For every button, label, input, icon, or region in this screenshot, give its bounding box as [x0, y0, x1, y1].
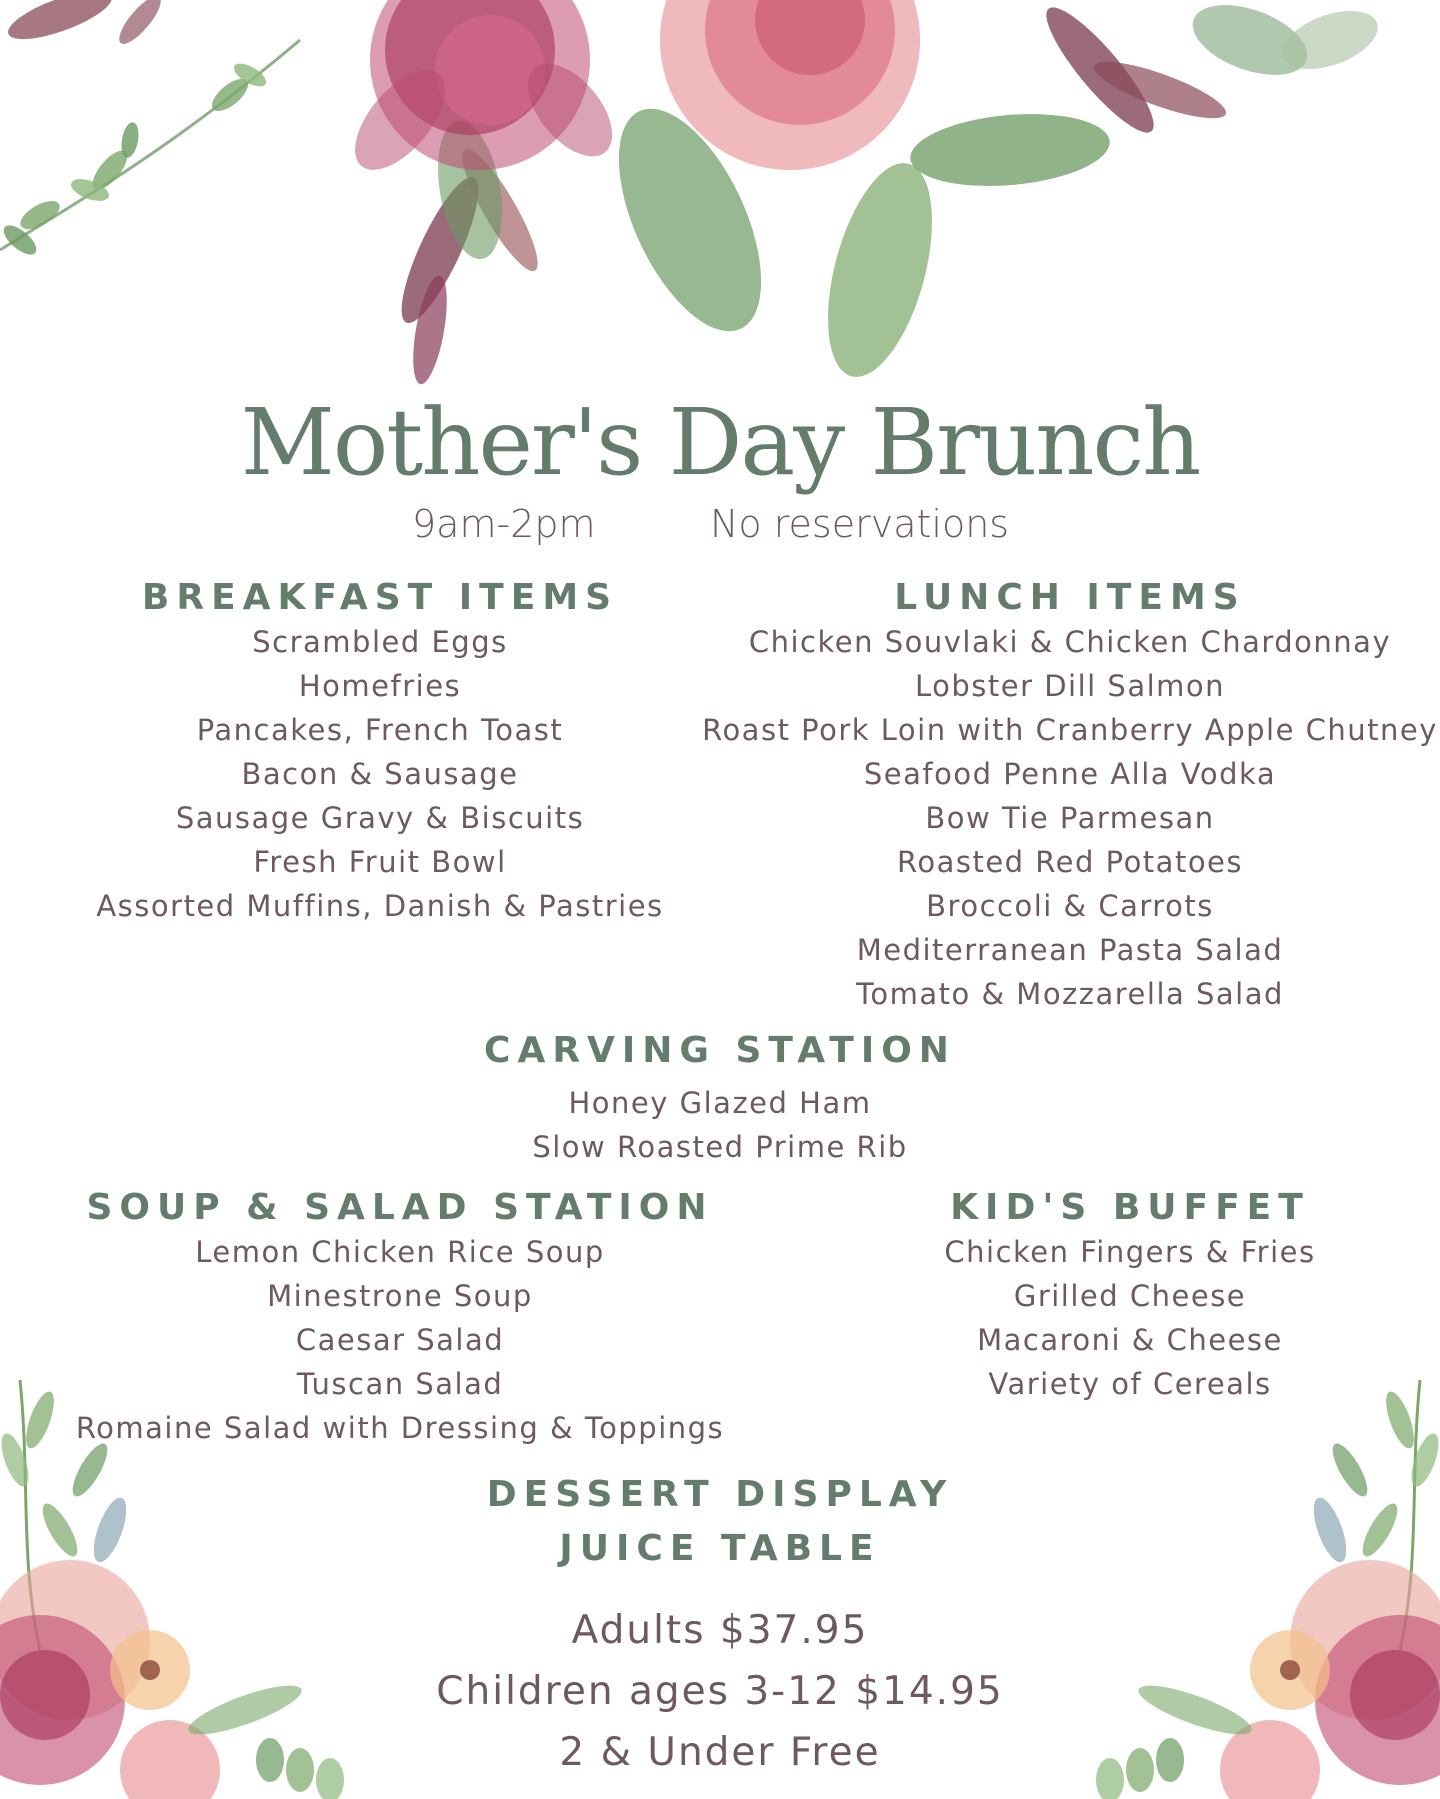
list-item: Broccoli & Carrots: [926, 889, 1214, 923]
breakfast-section: [80, 576, 680, 928]
soup-salad-section: [60, 1186, 740, 1450]
lunch-list: [700, 620, 1440, 1016]
extras-section: [320, 1468, 1120, 1576]
pricing-section: [0, 1600, 1440, 1783]
price-adults: Adults $37.95: [571, 1608, 869, 1653]
reservations-note: No reservations: [710, 502, 1010, 546]
carving-list: [320, 1081, 1120, 1169]
list-item: Mediterranean Pasta Salad: [856, 933, 1284, 967]
list-item: Homefries: [298, 669, 462, 703]
vine-top-left-icon: [0, 0, 300, 260]
section-heading: CARVING STATION: [484, 1030, 956, 1071]
section-heading: LUNCH ITEMS: [894, 577, 1246, 618]
list-item: Macaroni & Cheese: [977, 1323, 1283, 1357]
dessert-heading: DESSERT DISPLAY: [486, 1474, 954, 1515]
kids-section: [880, 1186, 1380, 1406]
list-item: Variety of Cereals: [988, 1367, 1272, 1401]
section-heading: KID'S BUFFET: [950, 1187, 1310, 1228]
carving-section: [320, 1029, 1120, 1169]
list-item: Bacon & Sausage: [241, 757, 519, 791]
list-item: Slow Roasted Prime Rib: [532, 1130, 908, 1164]
list-item: Roast Pork Loin with Cranberry Apple Chutney: [702, 713, 1438, 747]
section-heading: SOUP & SALAD STATION: [86, 1187, 714, 1228]
list-item: Assorted Muffins, Danish & Pastries: [96, 889, 664, 923]
list-item: Seafood Penne Alla Vodka: [863, 757, 1277, 791]
page-title: Mother's Day Brunch: [240, 389, 1200, 496]
list-item: Lobster Dill Salmon: [914, 669, 1226, 703]
juice-heading: JUICE TABLE: [559, 1528, 881, 1569]
list-item: Chicken Souvlaki & Chicken Chardonnay: [748, 625, 1392, 659]
list-item: Roasted Red Potatoes: [896, 845, 1244, 879]
list-item: Fresh Fruit Bowl: [253, 845, 507, 879]
service-hours: 9am-2pm: [412, 502, 596, 546]
list-item: Bow Tie Parmesan: [925, 801, 1215, 835]
list-item: Caesar Salad: [295, 1323, 505, 1357]
list-item: Minestrone Soup: [267, 1279, 533, 1313]
list-item: Pancakes, French Toast: [196, 713, 564, 747]
list-item: Tuscan Salad: [296, 1367, 504, 1401]
list-item: Grilled Cheese: [1013, 1279, 1247, 1313]
rose-top-icon: [589, 0, 1385, 388]
lunch-section: [700, 576, 1440, 1016]
list-item: Chicken Fingers & Fries: [944, 1235, 1316, 1269]
list-item: Lemon Chicken Rice Soup: [195, 1235, 605, 1269]
breakfast-list: [80, 620, 680, 928]
section-heading: BREAKFAST ITEMS: [141, 577, 619, 618]
soup-salad-list: [60, 1230, 740, 1450]
list-item: Honey Glazed Ham: [568, 1086, 872, 1120]
list-item: Sausage Gravy & Biscuits: [175, 801, 585, 835]
kids-list: [880, 1230, 1380, 1406]
list-item: Tomato & Mozzarella Salad: [856, 977, 1284, 1011]
price-infants: 2 & Under Free: [559, 1730, 881, 1775]
list-item: Romaine Salad with Dressing & Toppings: [75, 1411, 725, 1445]
price-children: Children ages 3-12 $14.95: [436, 1669, 1004, 1714]
peony-top-icon: [338, 0, 628, 387]
list-item: Scrambled Eggs: [252, 625, 508, 659]
